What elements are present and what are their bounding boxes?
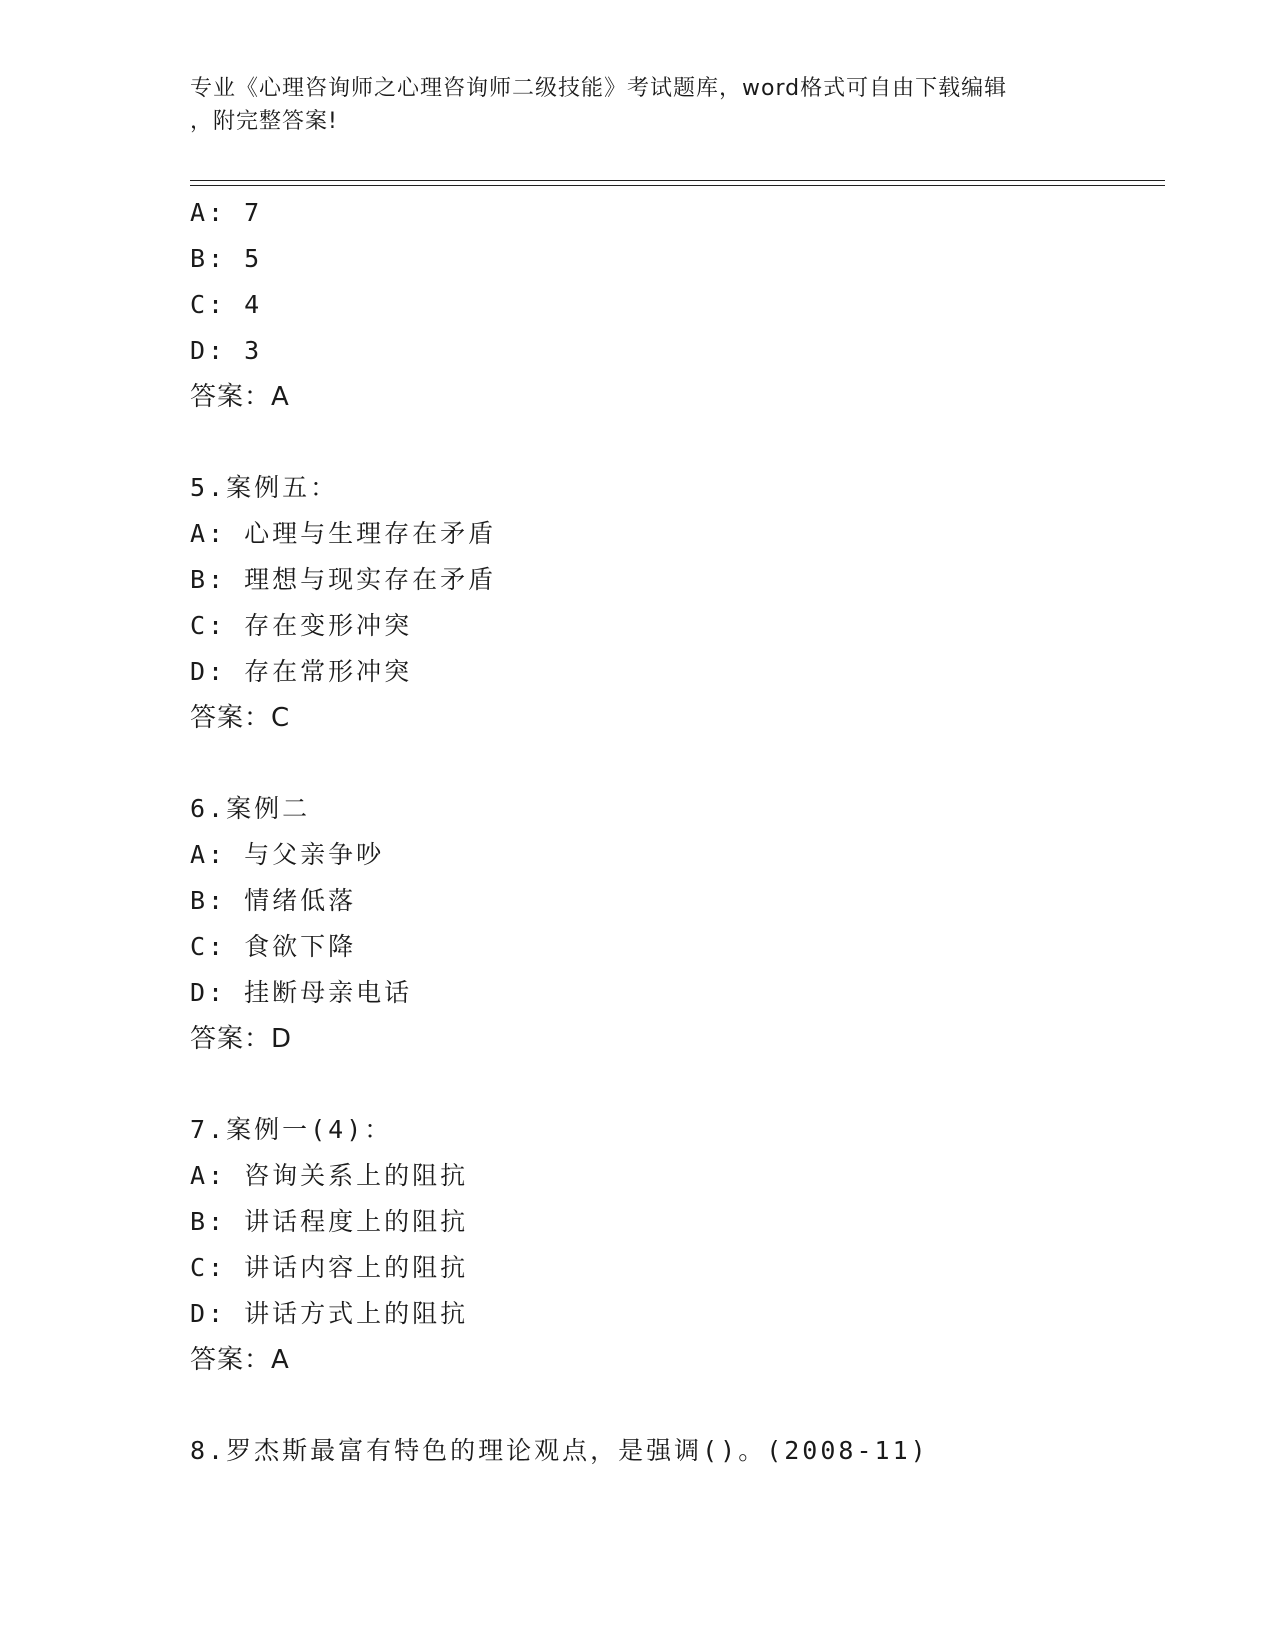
document-header — [190, 72, 1090, 138]
option-b: B: 5 — [190, 244, 263, 273]
header-divider-bottom — [190, 185, 1165, 186]
option-a: A: 7 — [190, 198, 263, 227]
answer-line: 答案：A — [190, 382, 290, 412]
option-d: D: 讲话方式上的阻抗 — [190, 1299, 469, 1328]
answer-line: 答案：A — [190, 1345, 290, 1375]
option-b: B: 情绪低落 — [190, 886, 357, 915]
option-d: D: 存在常形冲突 — [190, 657, 413, 686]
question-title: 5.案例五： — [190, 473, 339, 502]
answer-line: 答案：C — [190, 703, 291, 733]
option-a: A: 咨询关系上的阻抗 — [190, 1161, 469, 1190]
question-list — [190, 190, 1150, 1474]
header-divider-top — [190, 180, 1165, 181]
question-title: 6.案例二 — [190, 794, 311, 823]
option-b: B: 理想与现实存在矛盾 — [190, 565, 497, 594]
option-c: C: 食欲下降 — [190, 932, 357, 961]
option-c: C: 讲话内容上的阻抗 — [190, 1253, 469, 1282]
option-a: A: 心理与生理存在矛盾 — [190, 519, 497, 548]
option-d: D: 3 — [190, 336, 263, 365]
spacer — [190, 741, 1150, 786]
option-c: C: 4 — [190, 290, 263, 319]
spacer — [190, 1383, 1150, 1428]
option-d: D: 挂断母亲电话 — [190, 978, 413, 1007]
option-c: C: 存在变形冲突 — [190, 611, 413, 640]
answer-line: 答案：D — [190, 1024, 293, 1054]
option-a: A: 与父亲争吵 — [190, 840, 385, 869]
question-7 — [190, 1107, 1150, 1383]
question-6 — [190, 786, 1150, 1062]
question-4 — [190, 190, 1150, 420]
option-b: B: 讲话程度上的阻抗 — [190, 1207, 469, 1236]
header-line-2: ，附完整答案! — [190, 109, 338, 134]
question-8 — [190, 1428, 1150, 1474]
spacer — [190, 420, 1150, 465]
header-line-1: 专业《心理咨询师之心理咨询师二级技能》考试题库，word格式可自由下载编辑 — [190, 76, 1008, 101]
question-5 — [190, 465, 1150, 741]
spacer — [190, 1062, 1150, 1107]
question-title: 7.案例一(4)： — [190, 1115, 393, 1144]
question-title: 8.罗杰斯最富有特色的理论观点，是强调()。(2008-11) — [190, 1436, 929, 1465]
